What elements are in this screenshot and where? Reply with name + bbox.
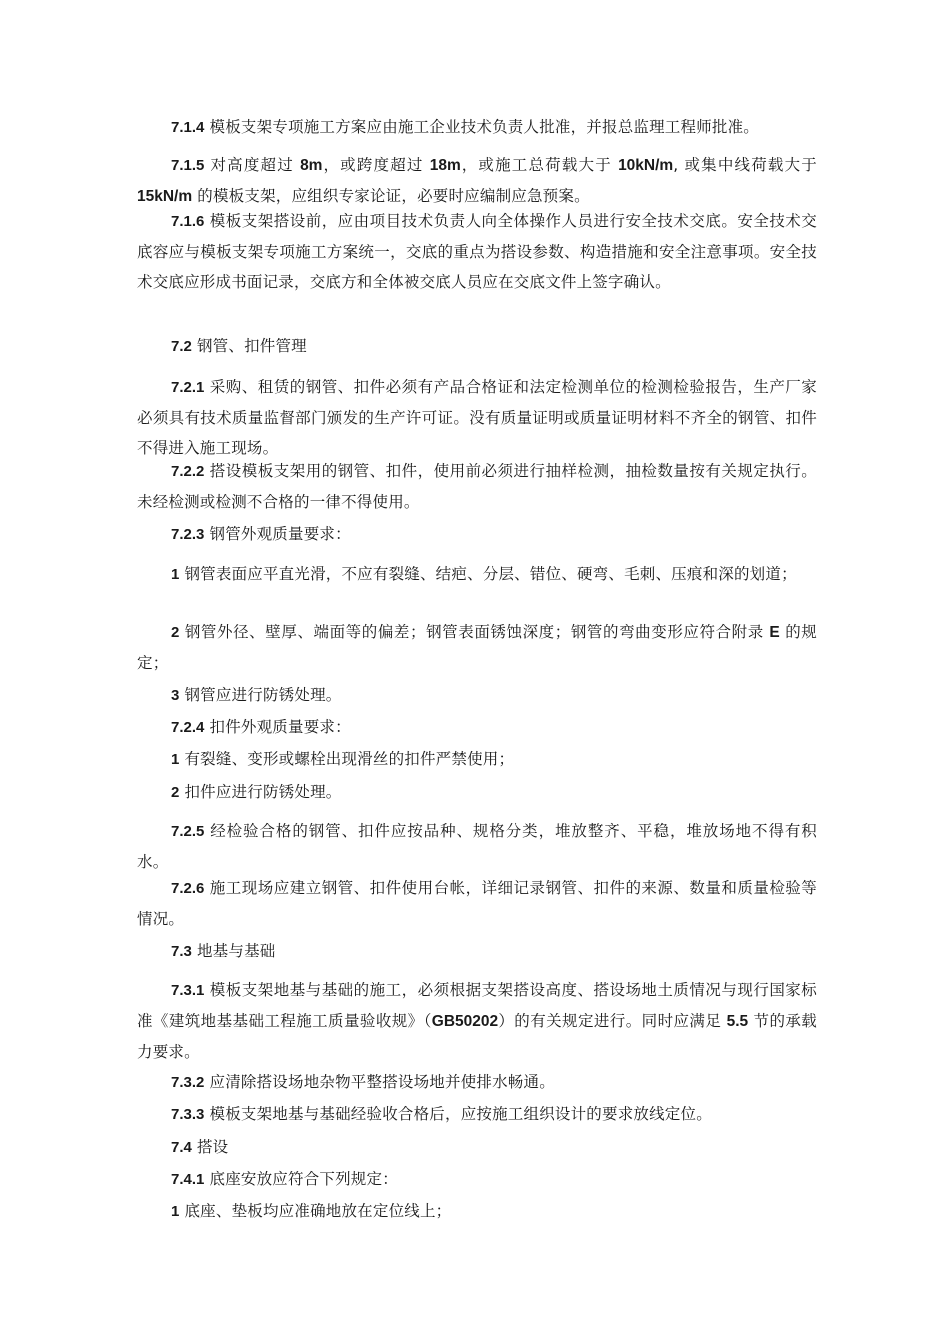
clause-7-3-3 (137, 1099, 817, 1130)
item-number: 1 (171, 751, 180, 768)
section-7-4-heading (137, 1132, 817, 1163)
item-number: 2 (171, 784, 180, 801)
item-7-2-4-1 (137, 744, 817, 775)
clause-text: 的模板支架，应组织专家论证，必要时应编制应急预案。 (192, 187, 590, 205)
clause-text: ，或施工总荷载大于 (460, 156, 619, 174)
clause-7-4-1 (137, 1164, 817, 1195)
section-title: 地基与基础 (191, 942, 276, 960)
section-number: 7.2 (171, 338, 192, 355)
clause-number: 7.3.3 (171, 1106, 205, 1123)
value-height: 8m (300, 157, 323, 174)
appendix-ref: E (769, 624, 780, 641)
clause-text: 采购、租赁的钢管、扣件必须有产品合格证和法定检测单位的检测检验报告，生产厂家必须具有技术质量监督部门颁发的生产许可证。没有质量证明或质量证明材料不齐全的钢管、扣件不得进入施工现场。 (137, 378, 817, 457)
value-span: 18m (429, 157, 461, 174)
clause-text: 应清除搭设场地杂物平整搭设场地并使排水畅通。 (204, 1073, 555, 1091)
item-7-4-1-1 (137, 1196, 817, 1227)
clause-text: 搭设模板支架用的钢管、扣件，使用前必须进行抽样检测，抽检数量按有关规定执行。未经检测或检测不合格的一律不得使用。 (137, 462, 817, 511)
clause-text: 钢管外观质量要求： (204, 525, 351, 543)
item-text: 钢管表面应平直光滑，不应有裂缝、结疤、分层、错位、硬弯、毛刺、压痕和深的划道； (179, 565, 797, 583)
item-7-2-4-2 (137, 777, 817, 808)
clause-text: 底座安放应符合下列规定： (204, 1170, 398, 1188)
clause-number: 7.1.6 (171, 213, 205, 230)
clause-7-3-1 (137, 975, 817, 1067)
section-number: 7.4 (171, 1139, 192, 1156)
clause-7-2-3 (137, 519, 817, 550)
item-number: 1 (171, 566, 180, 583)
clause-7-2-5 (137, 816, 817, 877)
clause-number: 7.2.1 (171, 379, 205, 396)
clause-number: 7.2.3 (171, 526, 205, 543)
clause-number: 7.2.4 (171, 719, 205, 736)
clause-number: 7.2.6 (171, 880, 205, 897)
section-ref: 5.5 (726, 1013, 749, 1030)
item-text: 的规定； (137, 623, 817, 672)
clause-text: 模板支架地基与基础经验收合格后，应按施工组织设计的要求放线定位。 (204, 1105, 712, 1123)
section-7-2-heading (137, 331, 817, 362)
section-title: 钢管、扣件管理 (191, 337, 307, 355)
clause-7-1-4 (137, 112, 817, 143)
clause-7-2-6 (137, 873, 817, 934)
clause-text: 模板支架地基与基础的施工，必须根据支架搭设高度、搭设场地土质情况与现行国家标准《建筑地基基础工程施工质量验收规》（ (137, 981, 817, 1030)
item-text: 有裂缝、变形或螺栓出现滑丝的扣件严禁使用； (179, 750, 515, 768)
clause-7-2-4 (137, 712, 817, 743)
clause-7-3-2 (137, 1067, 817, 1098)
clause-text: 节的承载力要求。 (137, 1012, 817, 1061)
clause-7-1-6 (137, 206, 817, 297)
item-7-2-3-2 (137, 617, 817, 678)
clause-7-2-2 (137, 456, 817, 517)
clause-text: , 或集中线荷载大于 (673, 156, 817, 174)
item-7-2-3-1 (137, 559, 817, 590)
standard-code: GB50202 (431, 1013, 499, 1030)
section-number: 7.3 (171, 943, 192, 960)
value-line-load: 15kN/m (137, 188, 193, 205)
item-text: 钢管应进行防锈处理。 (179, 686, 342, 704)
clause-text: 扣件外观质量要求： (204, 718, 351, 736)
clause-text: ，或跨度超过 (322, 156, 430, 174)
item-7-2-3-3 (137, 680, 817, 711)
clause-number: 7.3.2 (171, 1074, 205, 1091)
item-number: 3 (171, 687, 180, 704)
clause-number: 7.4.1 (171, 1171, 205, 1188)
clause-text: 经检验合格的钢管、扣件应按品种、规格分类，堆放整齐、平稳，堆放场地不得有积水。 (137, 822, 817, 871)
clause-text: 施工现场应建立钢管、扣件使用台帐，详细记录钢管、扣件的来源、数量和质量检验等情况。 (137, 879, 817, 928)
item-number: 2 (171, 624, 180, 641)
clause-text: 模板支架专项施工方案应由施工企业技术负责人批准，并报总监理工程师批准。 (204, 118, 760, 136)
clause-7-2-1 (137, 372, 817, 463)
section-7-3-heading (137, 936, 817, 967)
clause-number: 7.2.5 (171, 823, 205, 840)
item-number: 1 (171, 1203, 180, 1220)
clause-text: ）的有关规定进行。同时应满足 (498, 1012, 727, 1030)
clause-number: 7.1.4 (171, 119, 205, 136)
clause-text: 模板支架搭设前，应由项目技术负责人向全体操作人员进行安全技术交底。安全技术交底容应与模板支架专项施工方案统一，交底的重点为搭设参数、构造措施和安全注意事项。安全技术交底应形成书面记录，交底方和全体被交底人员应在交底文件上签字确认。 (137, 212, 817, 291)
clause-number: 7.1.5 (171, 157, 205, 174)
clause-text: 对高度超过 (204, 156, 301, 174)
item-text: 底座、垫板均应准确地放在定位线上； (179, 1202, 452, 1220)
clause-number: 7.2.2 (171, 463, 205, 480)
item-text: 扣件应进行防锈处理。 (179, 783, 342, 801)
clause-7-1-5 (137, 150, 817, 212)
clause-number: 7.3.1 (171, 982, 205, 999)
item-text: 钢管外径、壁厚、端面等的偏差；钢管表面锈蚀深度；钢管的弯曲变形应符合附录 (179, 623, 770, 641)
section-title: 搭设 (191, 1138, 229, 1156)
value-total-load: 10kN/m (618, 157, 674, 174)
